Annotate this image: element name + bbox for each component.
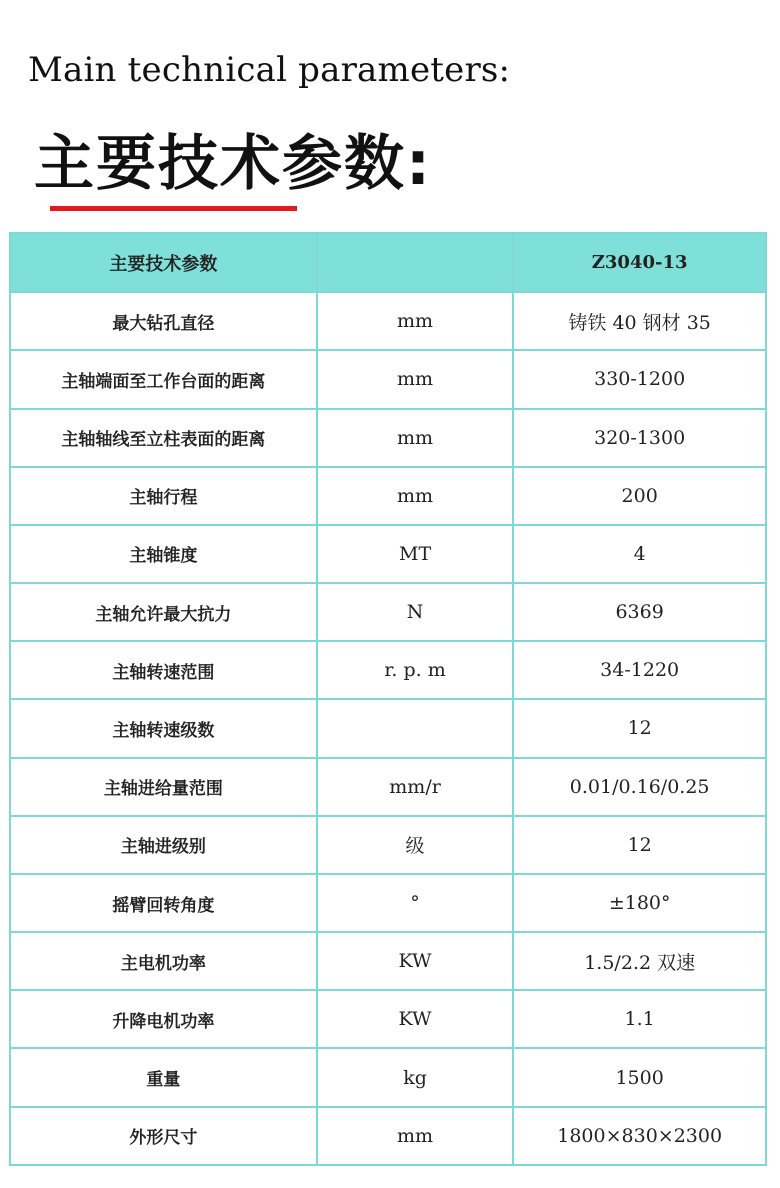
- value-cell: 320-1300: [513, 409, 766, 467]
- value-cell: 12: [513, 816, 766, 874]
- header-model: Z3040-13: [513, 233, 766, 292]
- unit-cell: mm: [317, 1107, 514, 1165]
- unit-cell: r. p. m: [317, 641, 514, 699]
- value-cell: 1800×830×2300: [513, 1107, 766, 1165]
- unit-cell: °: [317, 874, 514, 932]
- value-cell: ±180°: [513, 874, 766, 932]
- unit-cell: KW: [317, 932, 514, 990]
- table-row: [10, 1048, 766, 1106]
- table-row: [10, 1107, 766, 1165]
- table-row: [10, 758, 766, 816]
- param-cell: 主电机功率: [10, 932, 317, 990]
- value-cell: 铸铁 40 钢材 35: [513, 292, 766, 350]
- value-cell: 1500: [513, 1048, 766, 1106]
- header-unit: [317, 233, 514, 292]
- param-cell: 主轴轴线至立柱表面的距离: [10, 409, 317, 467]
- table-row: [10, 583, 766, 641]
- table-row: [10, 350, 766, 408]
- table-row: [10, 292, 766, 350]
- param-cell: 主轴端面至工作台面的距离: [10, 350, 317, 408]
- title-underline: [50, 206, 297, 211]
- unit-cell: kg: [317, 1048, 514, 1106]
- unit-cell: N: [317, 583, 514, 641]
- page-title-en: Main technical parameters:: [28, 50, 511, 90]
- param-cell: 升降电机功率: [10, 990, 317, 1048]
- value-cell: 6369: [513, 583, 766, 641]
- value-cell: 34-1220: [513, 641, 766, 699]
- value-cell: 12: [513, 699, 766, 757]
- table-row: [10, 641, 766, 699]
- table-row: [10, 467, 766, 525]
- unit-cell: mm: [317, 350, 514, 408]
- table-row: [10, 525, 766, 583]
- param-cell: 外形尺寸: [10, 1107, 317, 1165]
- param-cell: 主轴转速范围: [10, 641, 317, 699]
- table-row: [10, 990, 766, 1048]
- value-cell: 1.5/2.2 双速: [513, 932, 766, 990]
- param-cell: 主轴进给量范围: [10, 758, 317, 816]
- table-row: [10, 699, 766, 757]
- param-cell: 最大钻孔直径: [10, 292, 317, 350]
- unit-cell: KW: [317, 990, 514, 1048]
- spec-table: [9, 232, 767, 1166]
- unit-cell: MT: [317, 525, 514, 583]
- param-cell: 主轴行程: [10, 467, 317, 525]
- table-header-row: [10, 233, 766, 292]
- param-cell: 主轴锥度: [10, 525, 317, 583]
- param-cell: 主轴进级别: [10, 816, 317, 874]
- param-cell: 重量: [10, 1048, 317, 1106]
- value-cell: 0.01/0.16/0.25: [513, 758, 766, 816]
- table-row: [10, 409, 766, 467]
- param-cell: 摇臂回转角度: [10, 874, 317, 932]
- unit-cell: mm: [317, 292, 514, 350]
- unit-cell: mm: [317, 467, 514, 525]
- param-cell: 主轴转速级数: [10, 699, 317, 757]
- value-cell: 200: [513, 467, 766, 525]
- table-row: [10, 816, 766, 874]
- unit-cell: mm/r: [317, 758, 514, 816]
- param-cell: 主轴允许最大抗力: [10, 583, 317, 641]
- header-param: 主要技术参数: [10, 233, 317, 292]
- unit-cell: [317, 699, 514, 757]
- value-cell: 1.1: [513, 990, 766, 1048]
- table-row: [10, 932, 766, 990]
- unit-cell: mm: [317, 409, 514, 467]
- table-row: [10, 874, 766, 932]
- value-cell: 330-1200: [513, 350, 766, 408]
- unit-cell: 级: [317, 816, 514, 874]
- value-cell: 4: [513, 525, 766, 583]
- page-title-cn: 主要技术参数:: [34, 129, 432, 199]
